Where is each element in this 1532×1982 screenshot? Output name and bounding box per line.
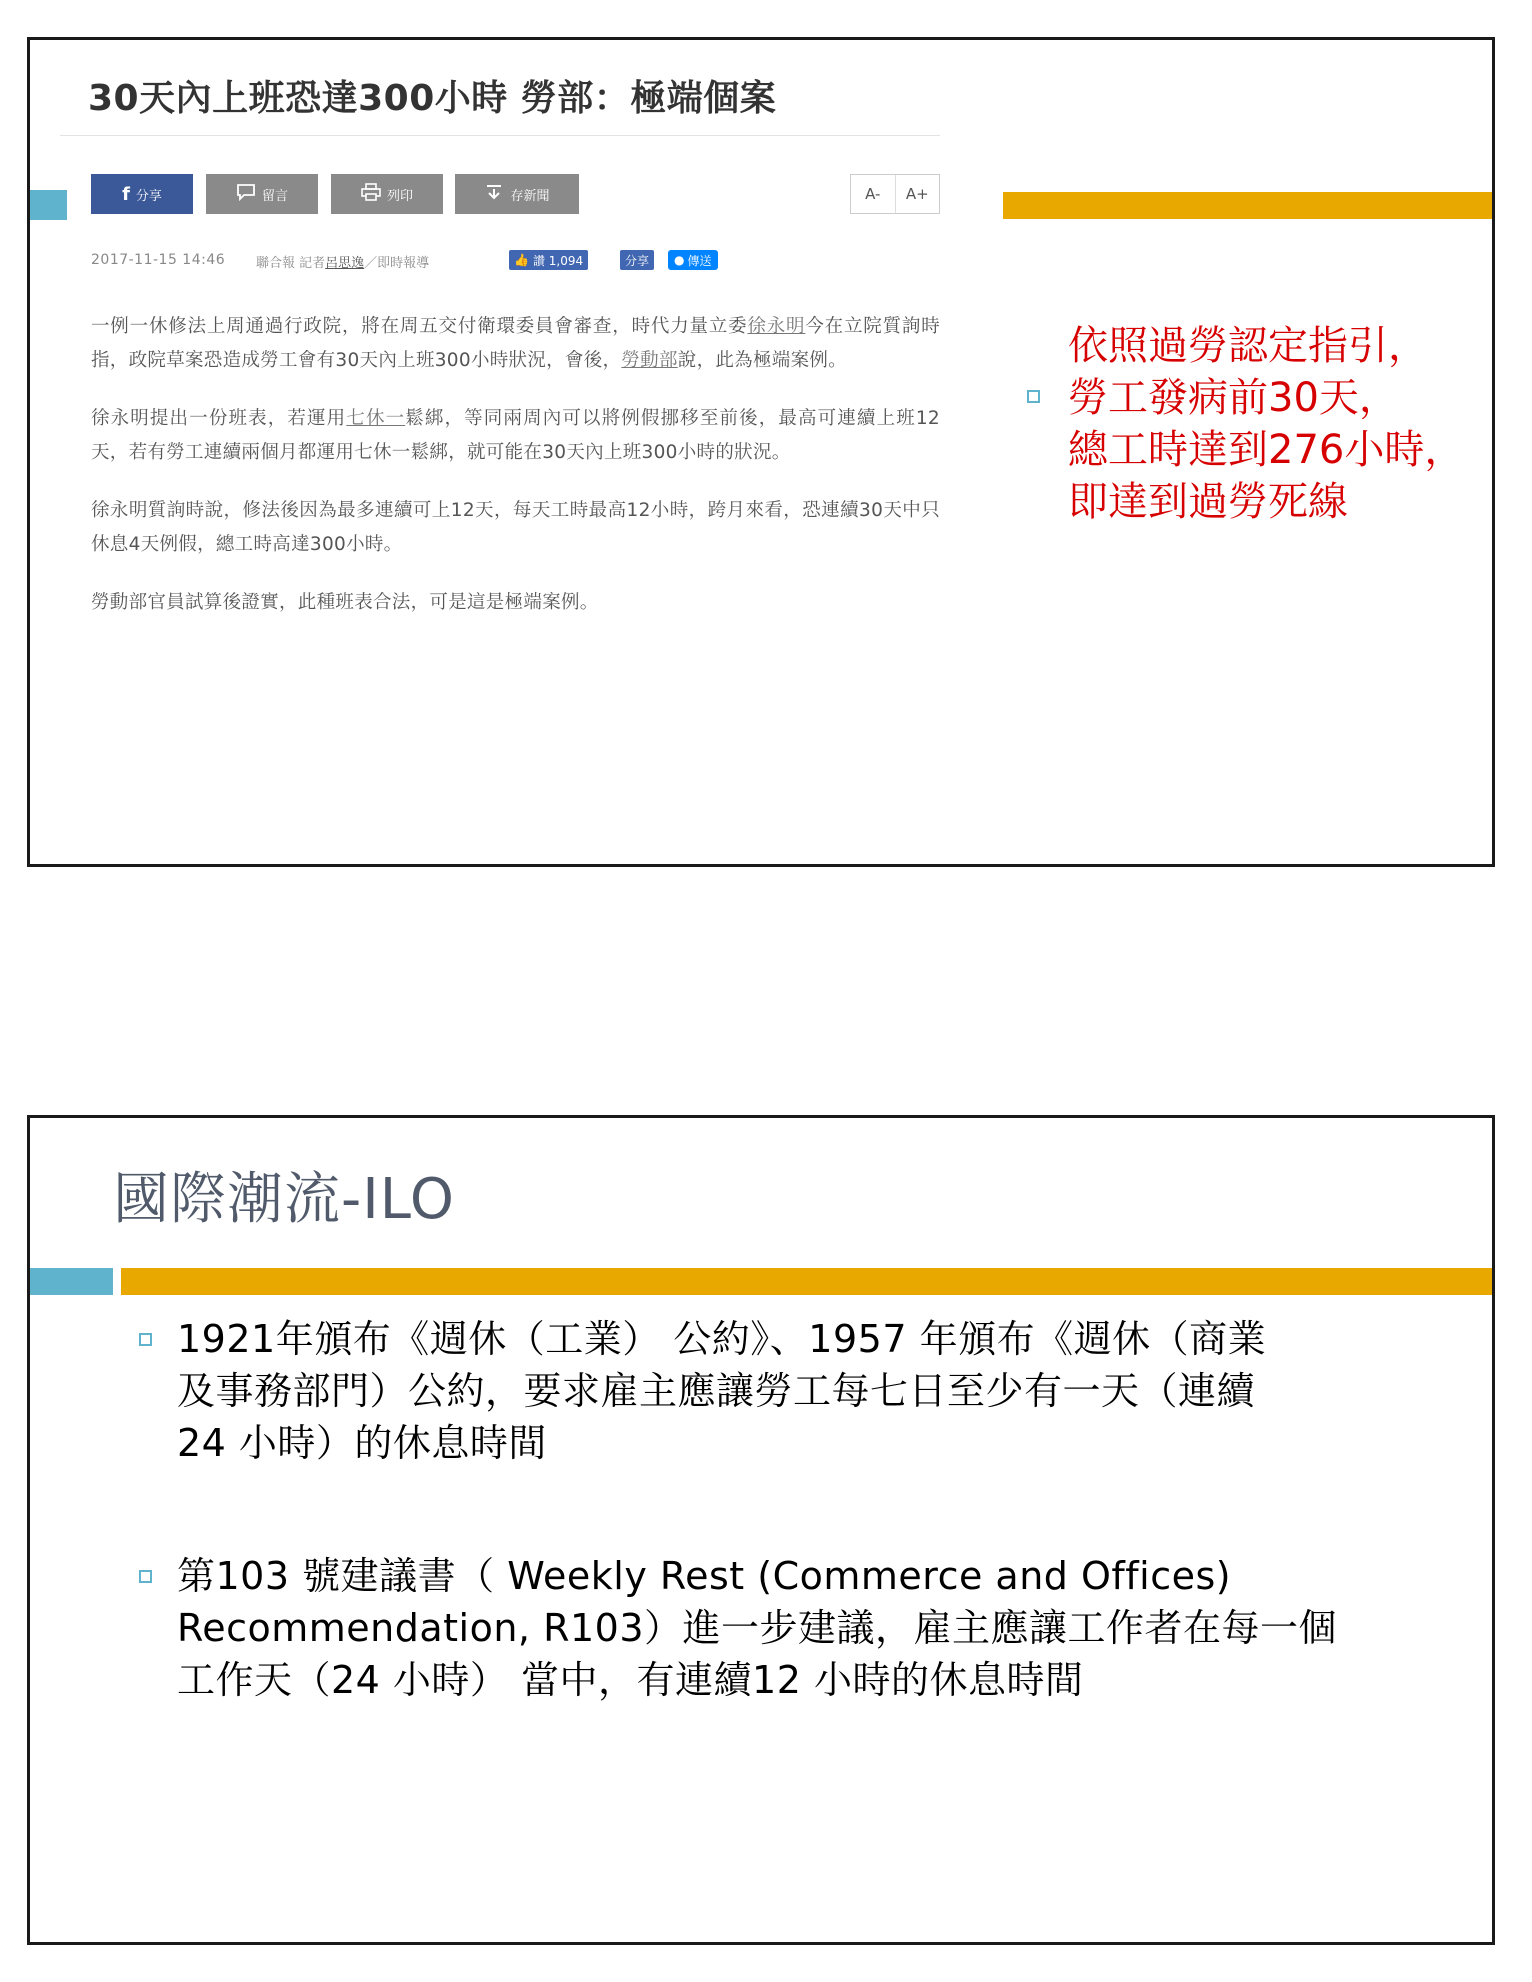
ministry-link[interactable]: 勞動部 <box>621 350 678 371</box>
overwork-note: 依照過勞認定指引， 勞工發病前30天， 總工時達到276小時， 即達到過勞死線 <box>1068 323 1465 525</box>
article-paragraph: 徐永明質詢時說，修法後因為最多連續可上12天，每天工時最高12小時，跨月來看，恐連續30天中只休息4天例假，總工時高達300小時。 <box>91 500 940 555</box>
print-icon <box>361 183 381 205</box>
font-smaller-button[interactable]: A- <box>851 175 896 213</box>
reporter-link[interactable]: 呂思逸 <box>325 256 365 271</box>
slide-2 <box>27 1115 1495 1945</box>
news-article-screenshot <box>60 50 940 620</box>
font-size-control <box>850 174 940 214</box>
thumbs-up-icon: 👍 <box>514 253 529 267</box>
slide1-accent-gold-bar <box>1003 192 1492 219</box>
article-body <box>91 310 940 620</box>
facebook-share-button[interactable]: f 分享 <box>91 174 193 214</box>
messenger-icon: ● <box>674 253 685 267</box>
square-bullet-icon <box>1027 390 1040 403</box>
article-paragraph: 徐永明提出一份班表，若運用七休一鬆綁，等同兩周內可以將例假挪移至前後，最高可連續上班12天，若有勞工連續兩個月都運用七休一鬆綁，就可能在30天內上班300小時的狀況。 <box>91 408 940 463</box>
ilo-convention-bullet: 1921年頒布《週休（工業） 公約》、1957 年頒布《週休（商業 及事務部門）公約，要求雇主應讓勞工每七日至少有一天（連續 24 小時）的休息時間 <box>177 1317 1267 1465</box>
facebook-icon: f <box>122 183 130 205</box>
square-bullet-icon <box>139 1570 152 1583</box>
facebook-share-badge[interactable]: 分享 <box>620 250 654 270</box>
article-paragraph: 勞動部官員試算後證實，此種班表合法，可是這是極端案例。 <box>91 592 599 613</box>
comment-button[interactable]: 留言 <box>206 174 318 214</box>
article-paragraph: 一例一休修法上周通過行政院，將在周五交付衛環委員會審查，時代力量立委徐永明今在立院質詢時指，政院草案恐造成勞工會有30天內上班300小時狀況，會後，勞動部說，此為極端案例。 <box>91 316 940 371</box>
article-meta <box>91 250 940 274</box>
policy-link[interactable]: 七休一 <box>346 408 406 429</box>
legislator-link[interactable]: 徐永明 <box>747 316 806 337</box>
comment-icon <box>236 183 256 205</box>
ilo-recommendation-bullet: 第103 號建議書（ Weekly Rest (Commerce and Offices) Recommendation, R103）進一步建議，雇主應讓工作者在每一個 工作天（24 小時） 當中，有連續12 小時的休息時間 <box>177 1554 1338 1702</box>
save-news-button[interactable]: 存新聞 <box>455 174 579 214</box>
font-larger-button[interactable]: A+ <box>905 185 929 203</box>
facebook-like-badge[interactable]: 👍 讚 1,094 <box>509 250 588 270</box>
slide2-accent-blue-bar <box>30 1268 113 1295</box>
article-date: 2017-11-15 14:46 <box>91 252 226 268</box>
slide2-accent-gold-bar <box>121 1268 1492 1295</box>
article-toolbar <box>91 174 940 218</box>
download-icon <box>484 183 504 205</box>
messenger-send-badge[interactable]: ● 傳送 <box>668 250 718 270</box>
square-bullet-icon <box>139 1333 152 1346</box>
article-source: 聯合報 記者呂思逸／即時報導 <box>256 256 430 271</box>
print-button[interactable]: 列印 <box>331 174 443 214</box>
slide2-title: 國際潮流-ILO <box>113 1167 456 1232</box>
article-title: 30天內上班恐達300小時 勞部：極端個案 <box>60 50 940 136</box>
